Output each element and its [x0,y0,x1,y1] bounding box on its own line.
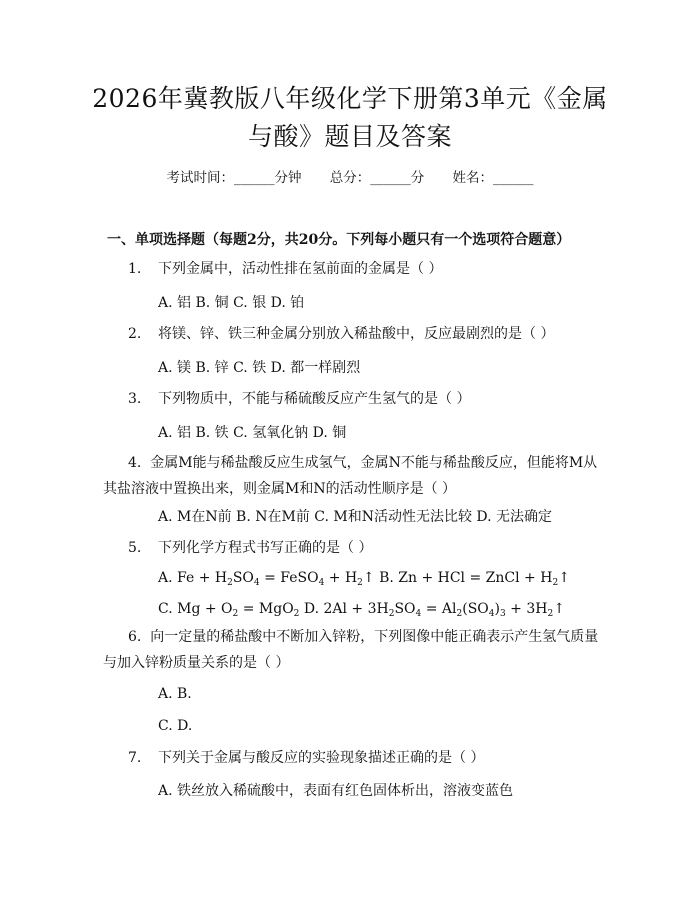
question-2-options: A. 镁 B. 锌 C. 铁 D. 都一样剧烈 [158,360,361,376]
question-number: 5. [128,540,142,556]
question-text: 下列物质中，不能与稀硫酸反应产生氢气的是（ ） [158,391,471,407]
question-number: 4. [128,455,142,471]
section-heading: 一、单项选择题（每题2分，共20分。下列每小题只有一个选项符合题意） [107,232,571,248]
exam-score: 总分：______分 [329,170,425,186]
question-3 [128,386,470,412]
exam-info [0,166,700,186]
question-1-options: A. 铝 B. 铜 C. 银 D. 铂 [158,295,305,311]
question-5 [128,535,372,561]
question-5-options-cd: C. $Mg + O_2 = MgO_2$ D. $2Al + 3H_2SO_4 = Al_2(SO_4)_3$ + $3H_2↑$ [158,601,565,619]
question-number: 7. [128,750,142,766]
question-text: 向一定量的稀盐酸中不断加入锌粉，下列图像中能正确表示产生氢气质量与加入锌粉质量关系的是（ ） [103,629,599,671]
question-5-options-ab: A. $Fe + H_2SO_4$ = FeSO$_4$ + $H_2↑$ B. Zn + HCl = ZnCl + $H_2↑$ [158,570,570,588]
exam-time: 考试时间：______分钟 [166,170,302,186]
question-4 [103,450,603,502]
question-number: 3. [128,391,142,407]
question-6-options-ab: A. B. [158,686,192,702]
gas-arrow-icon: ↑ [553,601,565,617]
question-7-options: A. 铁丝放入稀硫酸中，表面有红色固体析出，溶液变蓝色 [158,783,514,799]
question-7 [128,745,484,771]
question-1 [128,256,442,282]
question-text: 下列金属中，活动性排在氢前面的金属是（ ） [158,261,443,277]
question-text: 金属M能与稀盐酸反应生成氢气，金属N不能与稀盐酸反应，但能将M从其盐溶液中置换出来，则金属M和N的活动性顺序是（ ） [103,455,598,497]
question-4-options: A. M在N前 B. N在M前 C. M和N活动性无法比较 D. 无法确定 [158,509,553,525]
gas-arrow-icon: ↑ [362,570,375,586]
question-number: 1. [128,261,142,277]
question-number: 6. [128,629,142,645]
question-6-options-cd: C. D. [158,718,193,734]
student-name: 姓名：______ [452,170,534,186]
question-text: 下列化学方程式书写正确的是（ ） [158,540,373,556]
page-title: 2026年冀教版八年级化学下册第3单元《金属与酸》题目及答案 [92,84,608,151]
question-6 [103,624,603,676]
gas-arrow-icon: ↑ [558,570,570,586]
question-3-options: A. 铝 B. 铁 C. 氢氧化钠 D. 铜 [158,425,347,441]
question-2 [128,321,554,347]
question-text: 将镁、锌、铁三种金属分别放入稀盐酸中，反应最剧烈的是（ ） [158,326,555,342]
question-number: 2. [128,326,142,342]
question-text: 下列关于金属与酸反应的实验现象描述正确的是（ ） [158,750,485,766]
